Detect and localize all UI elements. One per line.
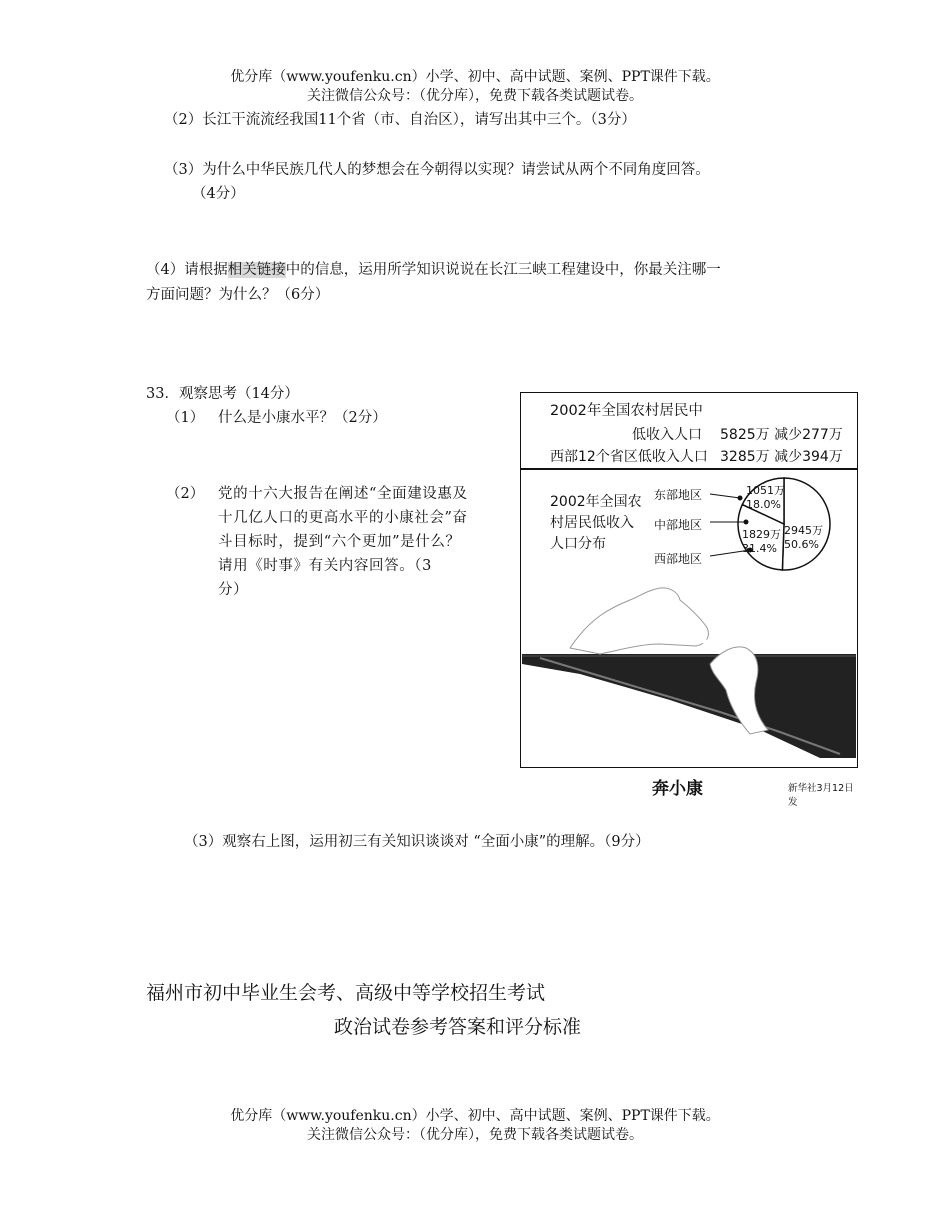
figure-caption: 奔小康 <box>652 779 703 799</box>
footer-wechat-line: 关注微信公众号：（优分库），免费下载各类试题试卷。 <box>307 1127 643 1143</box>
stats-line2-label: 低收入人口 <box>632 427 702 443</box>
figure-xiaokang <box>520 392 860 812</box>
q33-part1-text: 什么是小康水平？（2分） <box>218 410 387 426</box>
pie-value-west-percent: 50.6% <box>784 538 819 551</box>
figure-credit: 新华社3月12日发 <box>788 783 854 808</box>
q32-part4-line2: 方面问题？为什么？（6分） <box>146 287 330 303</box>
footer-site-line: 优分库（www.youfenku.cn）小学、初中、高中试题、案例、PPT课件下载。 <box>230 1108 720 1124</box>
pie-value-east-amount: 1051万 <box>746 484 785 497</box>
pie-label-west: 西部地区 <box>654 552 703 566</box>
q33-heading: 33．观察思考（14分） <box>146 386 299 402</box>
pie-chart <box>520 468 858 768</box>
pie-value-west <box>784 524 823 552</box>
stats-line3-label: 西部12个省区低收入人口 <box>550 449 708 465</box>
q33-part2-line: 斗目标时，提到“六个更加”是什么？ <box>218 534 461 550</box>
upper-climber <box>570 588 708 654</box>
header-site-line: 优分库（www.youfenku.cn）小学、初中、高中试题、案例、PPT课件下载。 <box>230 69 720 85</box>
pie-title-text: 2002年全国农村居民低收入人口分布 <box>550 494 642 552</box>
q33-part3: （3）观察右上图，运用初三有关知识谈谈对 “全面小康”的理解。（9分） <box>184 834 650 850</box>
related-link-highlight: 相关链接 <box>227 262 286 278</box>
q33-part2-line: 请用《时事》有关内容回答。（3 <box>218 558 432 574</box>
q32-part4-post: 中的信息，运用所学知识说说在长江三峡工程建设中，你最关注哪一 <box>285 262 721 278</box>
leader-east <box>710 494 740 498</box>
pie-value-central-amount: 1829万 <box>742 528 781 541</box>
pie-value-central <box>742 528 781 556</box>
leader-east-dot <box>738 496 743 501</box>
q32-part2: （2）长江干流流经我国11个省（市、自治区），请写出其中三个。（3分） <box>164 112 636 128</box>
q32-part4-pre: （4）请根据 <box>146 262 228 278</box>
q32-part3-line2: （4分） <box>192 186 245 202</box>
stats-line2-value: 5825万 减少277万 <box>720 427 843 443</box>
pie-label-east: 东部地区 <box>654 488 703 502</box>
q33-part2-line: 分） <box>218 582 249 598</box>
q32-part4-line1 <box>146 258 721 282</box>
q33-part2-text <box>218 482 508 602</box>
q32-part3-line1: （3）为什么中华民族几代人的梦想会在今朝得以实现？请尝试从两个不同角度回答。 <box>164 162 710 178</box>
q33-part1-number: （1） <box>166 410 205 426</box>
pie-value-central-percent: 31.4% <box>742 542 777 555</box>
stats-line1: 2002年全国农村居民中 <box>550 403 703 419</box>
q33-part2-line: 十几亿人口的更高水平的小康社会”奋 <box>218 510 468 526</box>
pie-label-central: 中部地区 <box>654 518 703 532</box>
leader-central-dot <box>744 520 749 525</box>
answer-title-line2: 政治试卷参考答案和评分标准 <box>334 1016 582 1038</box>
pie-value-east <box>746 484 785 512</box>
answer-title-line1: 福州市初中毕业生会考、高级中等学校招生考试 <box>146 982 546 1004</box>
climbers-illustration <box>522 588 856 758</box>
pie-value-east-percent: 18.0% <box>746 498 781 511</box>
stats-line3-value: 3285万 减少394万 <box>720 449 843 465</box>
header-wechat-line: 关注微信公众号：（优分库），免费下载各类试题试卷。 <box>307 88 643 104</box>
pie-value-west-amount: 2945万 <box>784 524 823 537</box>
q33-part2-number: （2） <box>166 486 205 502</box>
q33-part2-line: 党的十六大报告在阐述“全面建设惠及 <box>218 486 468 502</box>
